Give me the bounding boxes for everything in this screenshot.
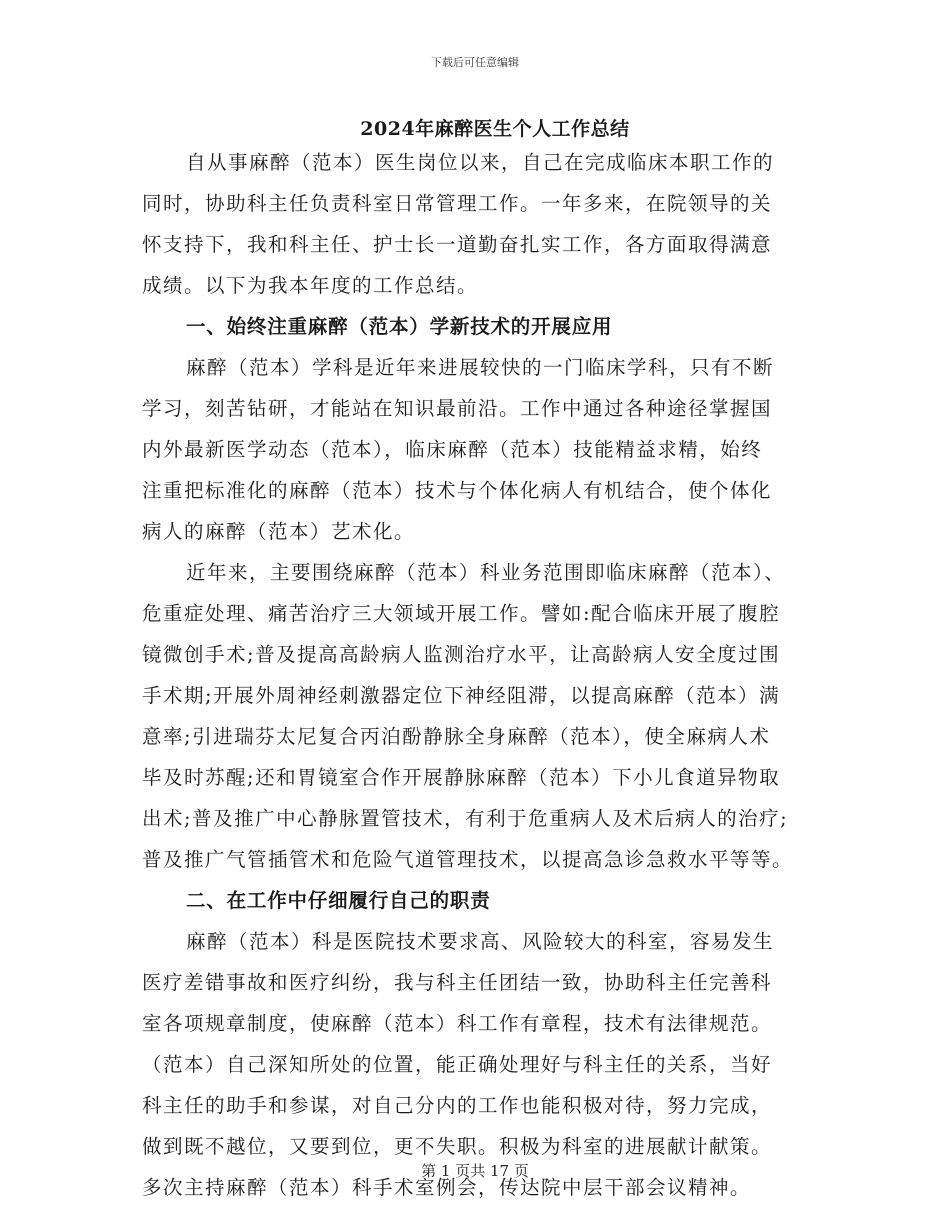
section-heading: 一、始终注重麻醉（范本）学新技术的开展应用: [186, 315, 613, 338]
document-title: 2024年麻醉医生个人工作总结: [360, 118, 630, 140]
paragraph-line: 出术;普及推广中心静脉置管技术，有利于危重病人及术后病人的治疗;: [142, 807, 789, 830]
paragraph-line: 自从事麻醉（范本）医生岗位以来，自己在完成临床本职工作的: [186, 151, 775, 174]
paragraph-line: 注重把标准化的麻醉（范本）技术与个体化病人有机结合，使个体化: [142, 479, 773, 502]
paragraph-line: 近年来，主要围绕麻醉（范本）科业务范围即临床麻醉（范本）、: [186, 561, 786, 584]
page-number: 第 1 页共 17 页: [421, 1162, 529, 1180]
paragraph-line: 普及推广气管插管术和危险气道管理技术，以提高急诊急救水平等等。: [142, 848, 794, 871]
paragraph-line: 内外最新医学动态（范本），临床麻醉（范本）技能精益求精，始终: [142, 438, 763, 461]
section-heading: 二、在工作中仔细履行自己的职责: [186, 889, 491, 912]
paragraph-line: 危重症处理、痛苦治疗三大领域开展工作。譬如:配合临床开展了腹腔: [142, 602, 781, 625]
paragraph-line: 镜微创手术;普及提高高龄病人监测治疗水平，让高龄病人安全度过围: [142, 643, 781, 666]
paragraph-line: 学习，刻苦钻研，才能站在知识最前沿。工作中通过各种途径掌握国: [142, 397, 773, 420]
paragraph-line: 科主任的助手和参谋，对自己分内的工作也能积极对待，努力完成，: [142, 1094, 773, 1117]
paragraph-line: 做到既不越位，又要到位，更不失职。积极为科室的进展献计献策。: [142, 1135, 773, 1158]
document-body: [142, 142, 812, 1208]
paragraph-line: 毕及时苏醒;还和胃镜室合作开展静脉麻醉（范本）下小儿食道异物取: [142, 766, 781, 789]
page-header-note: 下载后可任意编辑: [431, 56, 519, 69]
paragraph-line: 成绩。以下为我本年度的工作总结。: [142, 274, 479, 297]
paragraph-line: 麻醉（范本）学科是近年来进展较快的一门临床学科，只有不断: [186, 356, 775, 379]
paragraph-line: 多次主持麻醉（范本）科手术室例会，传达院中层干部会议精神。: [142, 1176, 752, 1199]
paragraph-line: 意率;引进瑞芬太尼复合丙泊酚静脉全身麻醉（范本），使全麻病人术: [142, 725, 771, 748]
paragraph-line: 同时，协助科主任负责科室日常管理工作。一年多来，在院领导的关: [142, 192, 773, 215]
paragraph-line: 医疗差错事故和医疗纠纷，我与科主任团结一致，协助科主任完善科: [142, 971, 773, 994]
paragraph-line: 病人的麻醉（范本）艺术化。: [142, 520, 416, 543]
paragraph-line: 手术期;开展外周神经刺激器定位下神经阻滞，以提高麻醉（范本）满: [142, 684, 781, 707]
paragraph-line: 室各项规章制度，使麻醉（范本）科工作有章程，技术有法律规范。: [142, 1012, 773, 1035]
paragraph-line: 麻醉（范本）科是医院技术要求高、风险较大的科室，容易发生: [186, 930, 775, 953]
paragraph-line: （范本）自己深知所处的位置，能正确处理好与科主任的关系，当好: [142, 1053, 773, 1076]
paragraph-line: 怀支持下，我和科主任、护士长一道勤奋扎实工作，各方面取得满意: [142, 233, 773, 256]
